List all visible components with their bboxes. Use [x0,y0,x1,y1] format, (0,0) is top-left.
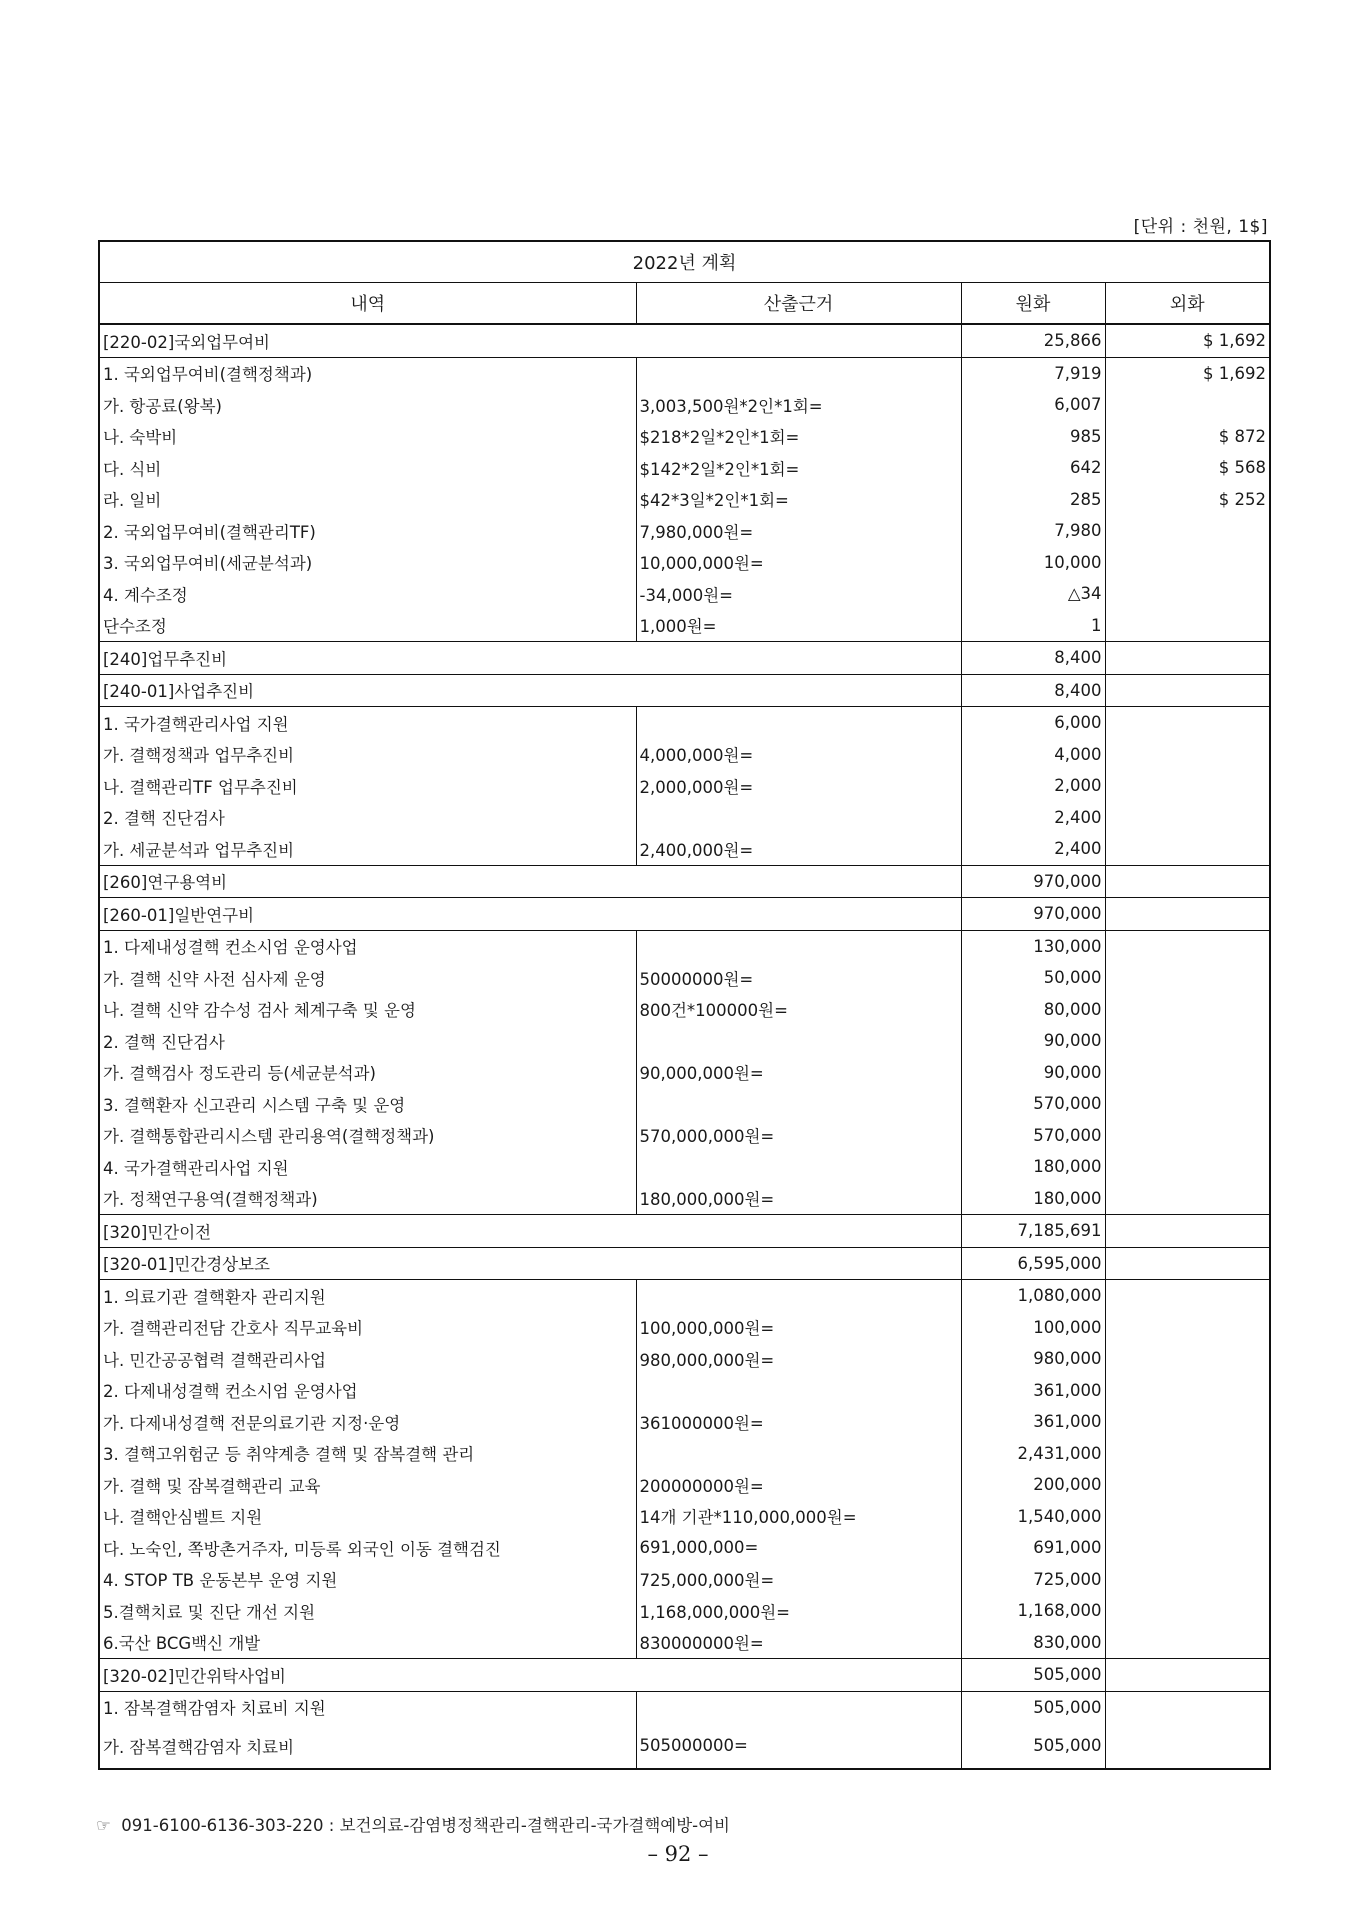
row-won-amount: 8,400 [961,642,1105,675]
row-item: 단수조정 [99,610,636,642]
row-calc-basis [636,1025,961,1057]
table-row [99,739,1270,771]
row-calc-basis: 830000000원= [636,1627,961,1659]
table-row [99,707,1270,739]
row-usd-amount [1105,1120,1270,1152]
row-won-amount: 970,000 [961,865,1105,898]
row-item: [320-02]민간위탁사업비 [99,1659,961,1692]
row-won-amount: △34 [961,578,1105,610]
row-usd-amount [1105,802,1270,834]
row-usd-amount: $ 872 [1105,421,1270,453]
row-item: 2. 결핵 진단검사 [99,1025,636,1057]
row-won-amount: 90,000 [961,1057,1105,1089]
table-row [99,452,1270,484]
row-usd-amount [1105,1691,1270,1723]
row-won-amount: 200,000 [961,1469,1105,1501]
row-won-amount: 2,400 [961,802,1105,834]
table-row [99,1406,1270,1438]
row-calc-basis: 691,000,000= [636,1532,961,1564]
table-row [99,1723,1270,1769]
row-usd-amount [1105,1280,1270,1312]
row-item: 다. 노숙인, 쪽방촌거주자, 미등록 외국인 이동 결핵검진 [99,1532,636,1564]
row-usd-amount: $ 1,692 [1105,357,1270,389]
column-header-calc: 산출근거 [636,283,961,325]
table-row [99,898,1270,931]
table-row [99,1247,1270,1280]
row-won-amount: 6,007 [961,389,1105,421]
row-item: 1. 다제내성결핵 컨소시엄 운영사업 [99,930,636,962]
table-row [99,930,1270,962]
row-item: 가. 결핵 신약 사전 심사제 운영 [99,962,636,994]
row-calc-basis: $142*2일*2인*1회= [636,452,961,484]
row-calc-basis [636,357,961,389]
row-usd-amount: $ 1,692 [1105,324,1270,357]
row-calc-basis: 10,000,000원= [636,547,961,579]
row-usd-amount: $ 252 [1105,484,1270,516]
row-calc-basis: 725,000,000원= [636,1564,961,1596]
row-won-amount: 1,540,000 [961,1501,1105,1533]
table-row [99,1691,1270,1723]
row-calc-basis: 800건*100000원= [636,994,961,1026]
table-row [99,994,1270,1026]
table-row [99,833,1270,865]
row-won-amount: 180,000 [961,1183,1105,1215]
row-won-amount: 1,168,000 [961,1595,1105,1627]
row-usd-amount [1105,833,1270,865]
row-won-amount: 4,000 [961,739,1105,771]
table-row [99,1375,1270,1407]
table-row [99,547,1270,579]
row-item: [260-01]일반연구비 [99,898,961,931]
row-item: [240-01]사업추진비 [99,674,961,707]
table-row [99,770,1270,802]
row-usd-amount [1105,1247,1270,1280]
row-won-amount: 570,000 [961,1120,1105,1152]
table-row [99,1025,1270,1057]
row-calc-basis: 7,980,000원= [636,515,961,547]
table-row [99,1215,1270,1248]
row-calc-basis: 3,003,500원*2인*1회= [636,389,961,421]
row-calc-basis: 14개 기관*110,000,000원= [636,1501,961,1533]
table-row [99,1532,1270,1564]
row-won-amount: 985 [961,421,1105,453]
row-item: 가. 정책연구용역(결핵정책과) [99,1183,636,1215]
row-usd-amount [1105,389,1270,421]
row-calc-basis: 1,000원= [636,610,961,642]
row-won-amount: 25,866 [961,324,1105,357]
row-usd-amount [1105,1183,1270,1215]
row-won-amount: 2,431,000 [961,1438,1105,1470]
row-usd-amount [1105,1343,1270,1375]
row-won-amount: 90,000 [961,1025,1105,1057]
row-item: 라. 일비 [99,484,636,516]
row-calc-basis: 2,000,000원= [636,770,961,802]
table-row [99,1151,1270,1183]
table-row [99,1438,1270,1470]
row-won-amount: 725,000 [961,1564,1105,1596]
row-usd-amount [1105,1025,1270,1057]
row-item: 5.결핵치료 및 진단 개선 지원 [99,1595,636,1627]
table-row [99,324,1270,357]
row-usd-amount [1105,547,1270,579]
row-usd-amount [1105,1595,1270,1627]
row-usd-amount [1105,1532,1270,1564]
row-won-amount: 6,595,000 [961,1247,1105,1280]
table-row [99,865,1270,898]
row-won-amount: 2,000 [961,770,1105,802]
row-usd-amount [1105,1659,1270,1692]
row-calc-basis: 2,400,000원= [636,833,961,865]
row-item: 2. 결핵 진단검사 [99,802,636,834]
table-row [99,421,1270,453]
table-row [99,1280,1270,1312]
table-row [99,484,1270,516]
footnote [96,1812,730,1836]
table-row [99,1120,1270,1152]
row-won-amount: 7,980 [961,515,1105,547]
row-calc-basis: 180,000,000원= [636,1183,961,1215]
row-won-amount: 505,000 [961,1691,1105,1723]
row-usd-amount [1105,515,1270,547]
row-usd-amount [1105,707,1270,739]
row-usd-amount: $ 568 [1105,452,1270,484]
footnote-text: 091-6100-6136-303-220 : 보건의료-감염병정책관리-결핵관리-국가결핵예방-여비 [121,1816,730,1835]
row-calc-basis: $218*2일*2인*1회= [636,421,961,453]
row-won-amount: 10,000 [961,547,1105,579]
row-won-amount: 361,000 [961,1406,1105,1438]
table-row [99,1564,1270,1596]
row-calc-basis: 200000000원= [636,1469,961,1501]
row-item: 2. 다제내성결핵 컨소시엄 운영사업 [99,1375,636,1407]
row-item: 나. 결핵관리TF 업무추진비 [99,770,636,802]
row-calc-basis: 90,000,000원= [636,1057,961,1089]
row-won-amount: 130,000 [961,930,1105,962]
row-usd-amount [1105,930,1270,962]
row-calc-basis [636,1691,961,1723]
row-calc-basis [636,1280,961,1312]
row-item: 4. 계수조정 [99,578,636,610]
row-usd-amount [1105,865,1270,898]
row-item: 나. 숙박비 [99,421,636,453]
row-calc-basis: 100,000,000원= [636,1312,961,1344]
row-won-amount: 970,000 [961,898,1105,931]
row-item: 1. 국가결핵관리사업 지원 [99,707,636,739]
row-calc-basis: 505000000= [636,1723,961,1769]
row-won-amount: 570,000 [961,1088,1105,1120]
row-usd-amount [1105,739,1270,771]
row-won-amount: 980,000 [961,1343,1105,1375]
row-usd-amount [1105,1215,1270,1248]
table-row [99,802,1270,834]
row-calc-basis [636,930,961,962]
row-won-amount: 505,000 [961,1659,1105,1692]
row-item: [320-01]민간경상보조 [99,1247,961,1280]
row-usd-amount [1105,1406,1270,1438]
table-row [99,1627,1270,1659]
row-calc-basis [636,802,961,834]
row-item: 가. 다제내성결핵 전문의료기관 지정·운영 [99,1406,636,1438]
table-row [99,1343,1270,1375]
row-item: 6.국산 BCG백신 개발 [99,1627,636,1659]
pointing-hand-icon: ☞ [96,1816,111,1835]
row-won-amount: 1,080,000 [961,1280,1105,1312]
row-item: 가. 결핵 및 잠복결핵관리 교육 [99,1469,636,1501]
table-row [99,610,1270,642]
row-won-amount: 285 [961,484,1105,516]
column-header-item: 내역 [99,283,636,325]
row-item: 1. 잠복결핵감염자 치료비 지원 [99,1691,636,1723]
row-item: 3. 결핵고위험군 등 취약계층 결핵 및 잠복결핵 관리 [99,1438,636,1470]
table-row [99,1088,1270,1120]
row-usd-amount [1105,610,1270,642]
row-item: 가. 결핵통합관리시스템 관리용역(결핵정책과) [99,1120,636,1152]
column-header-won: 원화 [961,283,1105,325]
row-item: [240]업무추진비 [99,642,961,675]
row-usd-amount [1105,1438,1270,1470]
table-row [99,578,1270,610]
row-usd-amount [1105,1564,1270,1596]
row-won-amount: 50,000 [961,962,1105,994]
row-calc-basis [636,707,961,739]
table-row [99,1183,1270,1215]
row-won-amount: 691,000 [961,1532,1105,1564]
row-won-amount: 1 [961,610,1105,642]
row-item: 나. 결핵 신약 감수성 검사 체계구축 및 운영 [99,994,636,1026]
row-won-amount: 8,400 [961,674,1105,707]
row-item: 1. 의료기관 결핵환자 관리지원 [99,1280,636,1312]
row-won-amount: 6,000 [961,707,1105,739]
table-row [99,1469,1270,1501]
row-item: 다. 식비 [99,452,636,484]
row-calc-basis: 4,000,000원= [636,739,961,771]
row-item: [220-02]국외업무여비 [99,324,961,357]
row-item: 가. 잠복결핵감염자 치료비 [99,1723,636,1769]
row-usd-amount [1105,1057,1270,1089]
unit-note: [단위 : 천원, 1$] [1133,217,1268,237]
row-usd-amount [1105,1375,1270,1407]
row-usd-amount [1105,674,1270,707]
table-title: 2022년 계획 [99,241,1270,283]
row-item: 3. 국외업무여비(세균분석과) [99,547,636,579]
row-won-amount: 180,000 [961,1151,1105,1183]
row-calc-basis: 1,168,000,000원= [636,1595,961,1627]
table-row [99,1312,1270,1344]
row-calc-basis: 570,000,000원= [636,1120,961,1152]
column-header-usd: 외화 [1105,283,1270,325]
row-item: [320]민간이전 [99,1215,961,1248]
row-usd-amount [1105,962,1270,994]
row-won-amount: 361,000 [961,1375,1105,1407]
row-item: 가. 항공료(왕복) [99,389,636,421]
row-calc-basis: 50000000원= [636,962,961,994]
table-row [99,1057,1270,1089]
row-usd-amount [1105,1501,1270,1533]
row-won-amount: 7,919 [961,357,1105,389]
row-won-amount: 2,400 [961,833,1105,865]
table-row [99,389,1270,421]
table-row [99,674,1270,707]
table-body [99,324,1270,1769]
row-calc-basis [636,1438,961,1470]
row-item: 가. 결핵정책과 업무추진비 [99,739,636,771]
budget-table [98,240,1271,1770]
row-won-amount: 642 [961,452,1105,484]
row-usd-amount [1105,578,1270,610]
row-item: 나. 민간공공협력 결핵관리사업 [99,1343,636,1375]
row-item: 4. STOP TB 운동본부 운영 지원 [99,1564,636,1596]
row-item: 4. 국가결핵관리사업 지원 [99,1151,636,1183]
row-usd-amount [1105,898,1270,931]
row-usd-amount [1105,1469,1270,1501]
page-number: – 92 – [647,1842,709,1866]
row-won-amount: 100,000 [961,1312,1105,1344]
row-calc-basis [636,1375,961,1407]
table-row [99,515,1270,547]
row-item: 3. 결핵환자 신고관리 시스템 구축 및 운영 [99,1088,636,1120]
table-row [99,357,1270,389]
row-won-amount: 80,000 [961,994,1105,1026]
row-won-amount: 7,185,691 [961,1215,1105,1248]
row-usd-amount [1105,1151,1270,1183]
row-usd-amount [1105,1627,1270,1659]
row-calc-basis: $42*3일*2인*1회= [636,484,961,516]
table-row [99,1501,1270,1533]
row-item: 2. 국외업무여비(결핵관리TF) [99,515,636,547]
row-calc-basis: 361000000원= [636,1406,961,1438]
row-item: [260]연구용역비 [99,865,961,898]
row-item: 나. 결핵안심벨트 지원 [99,1501,636,1533]
row-calc-basis: -34,000원= [636,578,961,610]
table-row [99,962,1270,994]
row-item: 1. 국외업무여비(결핵정책과) [99,357,636,389]
table-row [99,642,1270,675]
row-item: 가. 결핵검사 정도관리 등(세균분석과) [99,1057,636,1089]
row-item: 가. 결핵관리전담 간호사 직무교육비 [99,1312,636,1344]
row-usd-amount [1105,1312,1270,1344]
row-calc-basis [636,1151,961,1183]
row-usd-amount [1105,642,1270,675]
row-usd-amount [1105,1088,1270,1120]
row-calc-basis [636,1088,961,1120]
table-row [99,1659,1270,1692]
row-usd-amount [1105,1723,1270,1769]
row-usd-amount [1105,994,1270,1026]
row-calc-basis: 980,000,000원= [636,1343,961,1375]
row-item: 가. 세균분석과 업무추진비 [99,833,636,865]
row-won-amount: 505,000 [961,1723,1105,1769]
row-won-amount: 830,000 [961,1627,1105,1659]
table-row [99,1595,1270,1627]
row-usd-amount [1105,770,1270,802]
